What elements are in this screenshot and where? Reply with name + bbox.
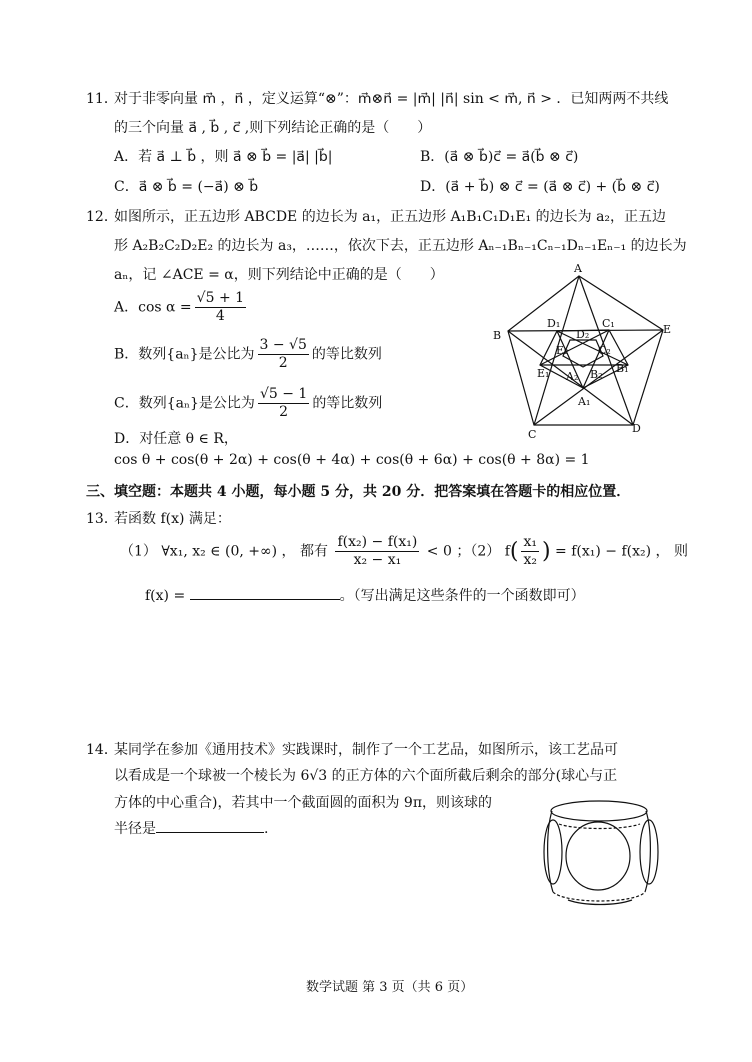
q14-line4: 半径是 .	[114, 818, 268, 838]
q11-option-c: C．a⃗ ⊗ b⃗ = (−a⃗) ⊗ b⃗	[114, 179, 259, 195]
q13-answer-line: f(x) = 。（写出满足这些条件的一个函数即可）	[145, 585, 585, 605]
q12-option-a: A．cos α = $\frac{√5 + 1}{4}$	[114, 290, 245, 324]
label-D2: D₂	[576, 328, 590, 341]
q12-line2: 形 A₂B₂C₂D₂E₂ 的边长为 a₃，……，依次下去，正五边形 Aₙ₋₁Bₙ₋₁Cₙ₋₁Dₙ₋₁Eₙ₋₁ 的边长为	[114, 238, 687, 254]
q14-line1: 某同学在参加《通用技术》实践课时，制作了一个工艺品，如图所示，该工艺品可	[114, 742, 618, 758]
label-C2: C₂	[598, 344, 611, 357]
truncated-sphere-figure	[538, 795, 668, 915]
label-C1: C₁	[602, 317, 615, 330]
q13-answer-blank[interactable]	[190, 585, 340, 600]
q11-option-a: A．若 a⃗ ⊥ b⃗ ，则 a⃗ ⊗ b⃗ = |a⃗| |b⃗|	[114, 149, 333, 165]
label-A1: A₁	[578, 395, 591, 408]
label-E2: E₂	[556, 344, 569, 357]
q14-number: 14．	[86, 742, 118, 758]
label-D: D	[632, 422, 641, 435]
q13-conditions: （1） ∀x₁, x₂ ∈ (0, +∞) ， 都有 $\frac{\text{f(x₂) − f(x₁)}}{\text{x₂ − x₁}}$ < 0 ；（2） f( $\frac{\text{x₁}}{\text{x₂}}$ ) = f(x₁) − f(x₂) ， 则	[120, 534, 688, 568]
q11-line2: 的三个向量 a⃗ , b⃗ , c⃗ ,则下列结论正确的是（ ）	[114, 120, 432, 136]
q11-line1: 对于非零向量 m⃗ ，n⃗ ，定义运算“⊗”：m⃗⊗n⃗ = |m⃗| |n⃗| sin < m⃗, n⃗ > ．已知两两不共线	[114, 91, 669, 107]
q14-line3: 方体的中心重合)，若其中一个截面圆的面积为 9π，则该球的	[114, 795, 493, 811]
label-B1: B₁	[616, 362, 629, 375]
label-A2: A₂	[566, 370, 579, 383]
q12-option-d-line2: cos θ + cos(θ + 2α) + cos(θ + 4α) + cos(θ + 6α) + cos(θ + 8α) = 1	[114, 452, 590, 468]
label-D1: D₁	[547, 317, 561, 330]
label-E: E	[663, 323, 672, 336]
pentagon-figure	[485, 258, 685, 443]
label-C: C	[528, 428, 537, 441]
q12-line1: 如图所示，正五边形 ABCDE 的边长为 a₁，正五边形 A₁B₁C₁D₁E₁ 的边长为 a₂，正五边	[114, 209, 667, 225]
label-B2: B₂	[590, 368, 603, 381]
q13-stem: 若函数 f(x) 满足：	[114, 511, 231, 527]
section-header: 三、填空题：本题共 4 小题，每小题 5 分，共 20 分．把答案填在答题卡的相应位置．	[86, 484, 631, 500]
label-B: B	[493, 329, 502, 342]
q11-number: 11．	[86, 91, 118, 107]
q12-number: 12．	[86, 209, 118, 225]
q13-number: 13．	[86, 511, 118, 527]
q12-line3: aₙ，记 ∠ACE = α，则下列结论中正确的是（ ）	[114, 267, 444, 283]
q14-line2: 以看成是一个球被一个棱长为 6√3 的正方体的六个面所截后剩余的部分(球心与正	[114, 768, 618, 784]
q12-option-b: B．数列{aₙ}是公比为 $\frac{3 - √5}{2}$ 的等比数列	[114, 337, 382, 371]
q14-answer-blank[interactable]	[156, 818, 264, 833]
q12-option-c: C．数列{aₙ}是公比为 $\frac{√5 - 1}{2}$ 的等比数列	[114, 386, 383, 420]
q12-option-d-line1: D．对任意 θ ∈ R，	[114, 431, 238, 447]
q11-option-b: B．(a⃗ ⊗ b⃗)c⃗ = a⃗(b⃗ ⊗ c⃗)	[420, 149, 579, 165]
page-footer: 数学试题 第 3 页（共 6 页）	[306, 980, 474, 995]
label-A: A	[574, 262, 582, 275]
q11-option-d: D．(a⃗ + b⃗) ⊗ c⃗ = (a⃗ ⊗ c⃗) + (b⃗ ⊗ c⃗)	[420, 179, 660, 195]
label-E1: E₁	[537, 367, 550, 380]
